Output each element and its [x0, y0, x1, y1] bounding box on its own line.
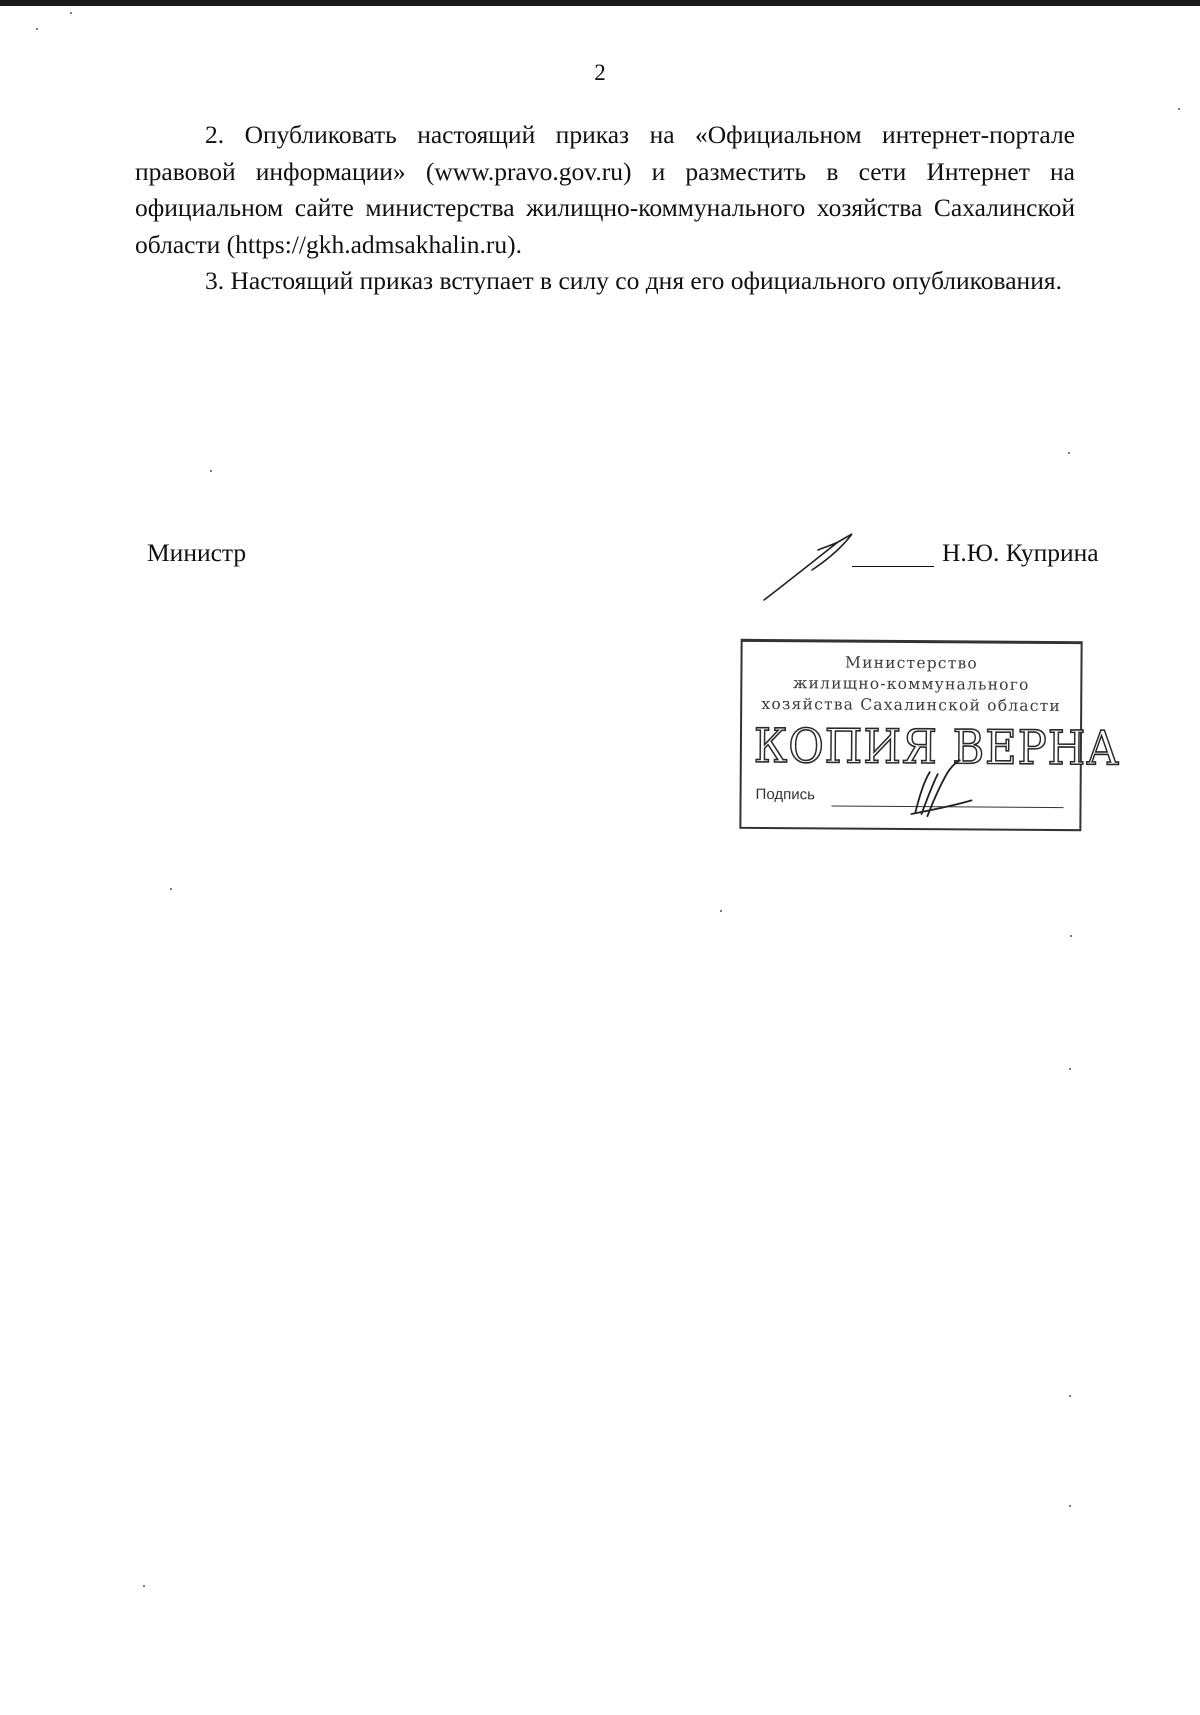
scan-speck — [36, 28, 38, 30]
handwritten-signature-icon — [760, 530, 870, 605]
document-body — [135, 117, 1075, 300]
signer-position: Министр — [147, 538, 247, 567]
scan-speck — [1069, 1505, 1071, 1507]
scan-speck — [1069, 1068, 1071, 1070]
signer-name: Н.Ю. Куприна — [942, 538, 1099, 567]
scan-speck — [720, 910, 722, 912]
stamp-title: КОПИЯ ВЕРНА — [753, 718, 1121, 777]
stamp-region-line: хозяйства Сахалинской области — [761, 694, 1062, 716]
stamp-ministry-line: Министерство — [844, 653, 979, 673]
paragraph-effective-date: 3. Настоящий приказ вступает в силу со дня его официального опубликования. — [205, 266, 1062, 295]
scan-speck — [1068, 452, 1070, 454]
scan-speck — [1069, 1395, 1071, 1397]
page-number: 2 — [594, 60, 606, 85]
scan-top-edge — [0, 0, 1200, 6]
scan-speck — [70, 12, 72, 14]
signature-block — [0, 538, 1200, 578]
scan-speck — [170, 888, 172, 890]
stamp-signature-label: Подпись — [755, 785, 816, 804]
stamp-signature-icon — [901, 752, 982, 825]
scan-speck — [143, 1585, 145, 1587]
certification-stamp — [739, 639, 1121, 831]
stamp-department-line: жилищно-коммунального — [793, 674, 1030, 694]
paragraph-publish: 2. Опубликовать настоящий приказ на «Официальном интернет-портале правовой информации» (www.pravo.gov.ru) и разместить в сети Интернет на официальном сайте министерства жилищно-коммунального хозяйства Сахалинской области (https://gkh.admsakhalin.ru). — [135, 120, 1075, 259]
scan-speck — [210, 470, 212, 472]
scan-speck — [1178, 108, 1180, 110]
scan-speck — [1070, 935, 1072, 937]
